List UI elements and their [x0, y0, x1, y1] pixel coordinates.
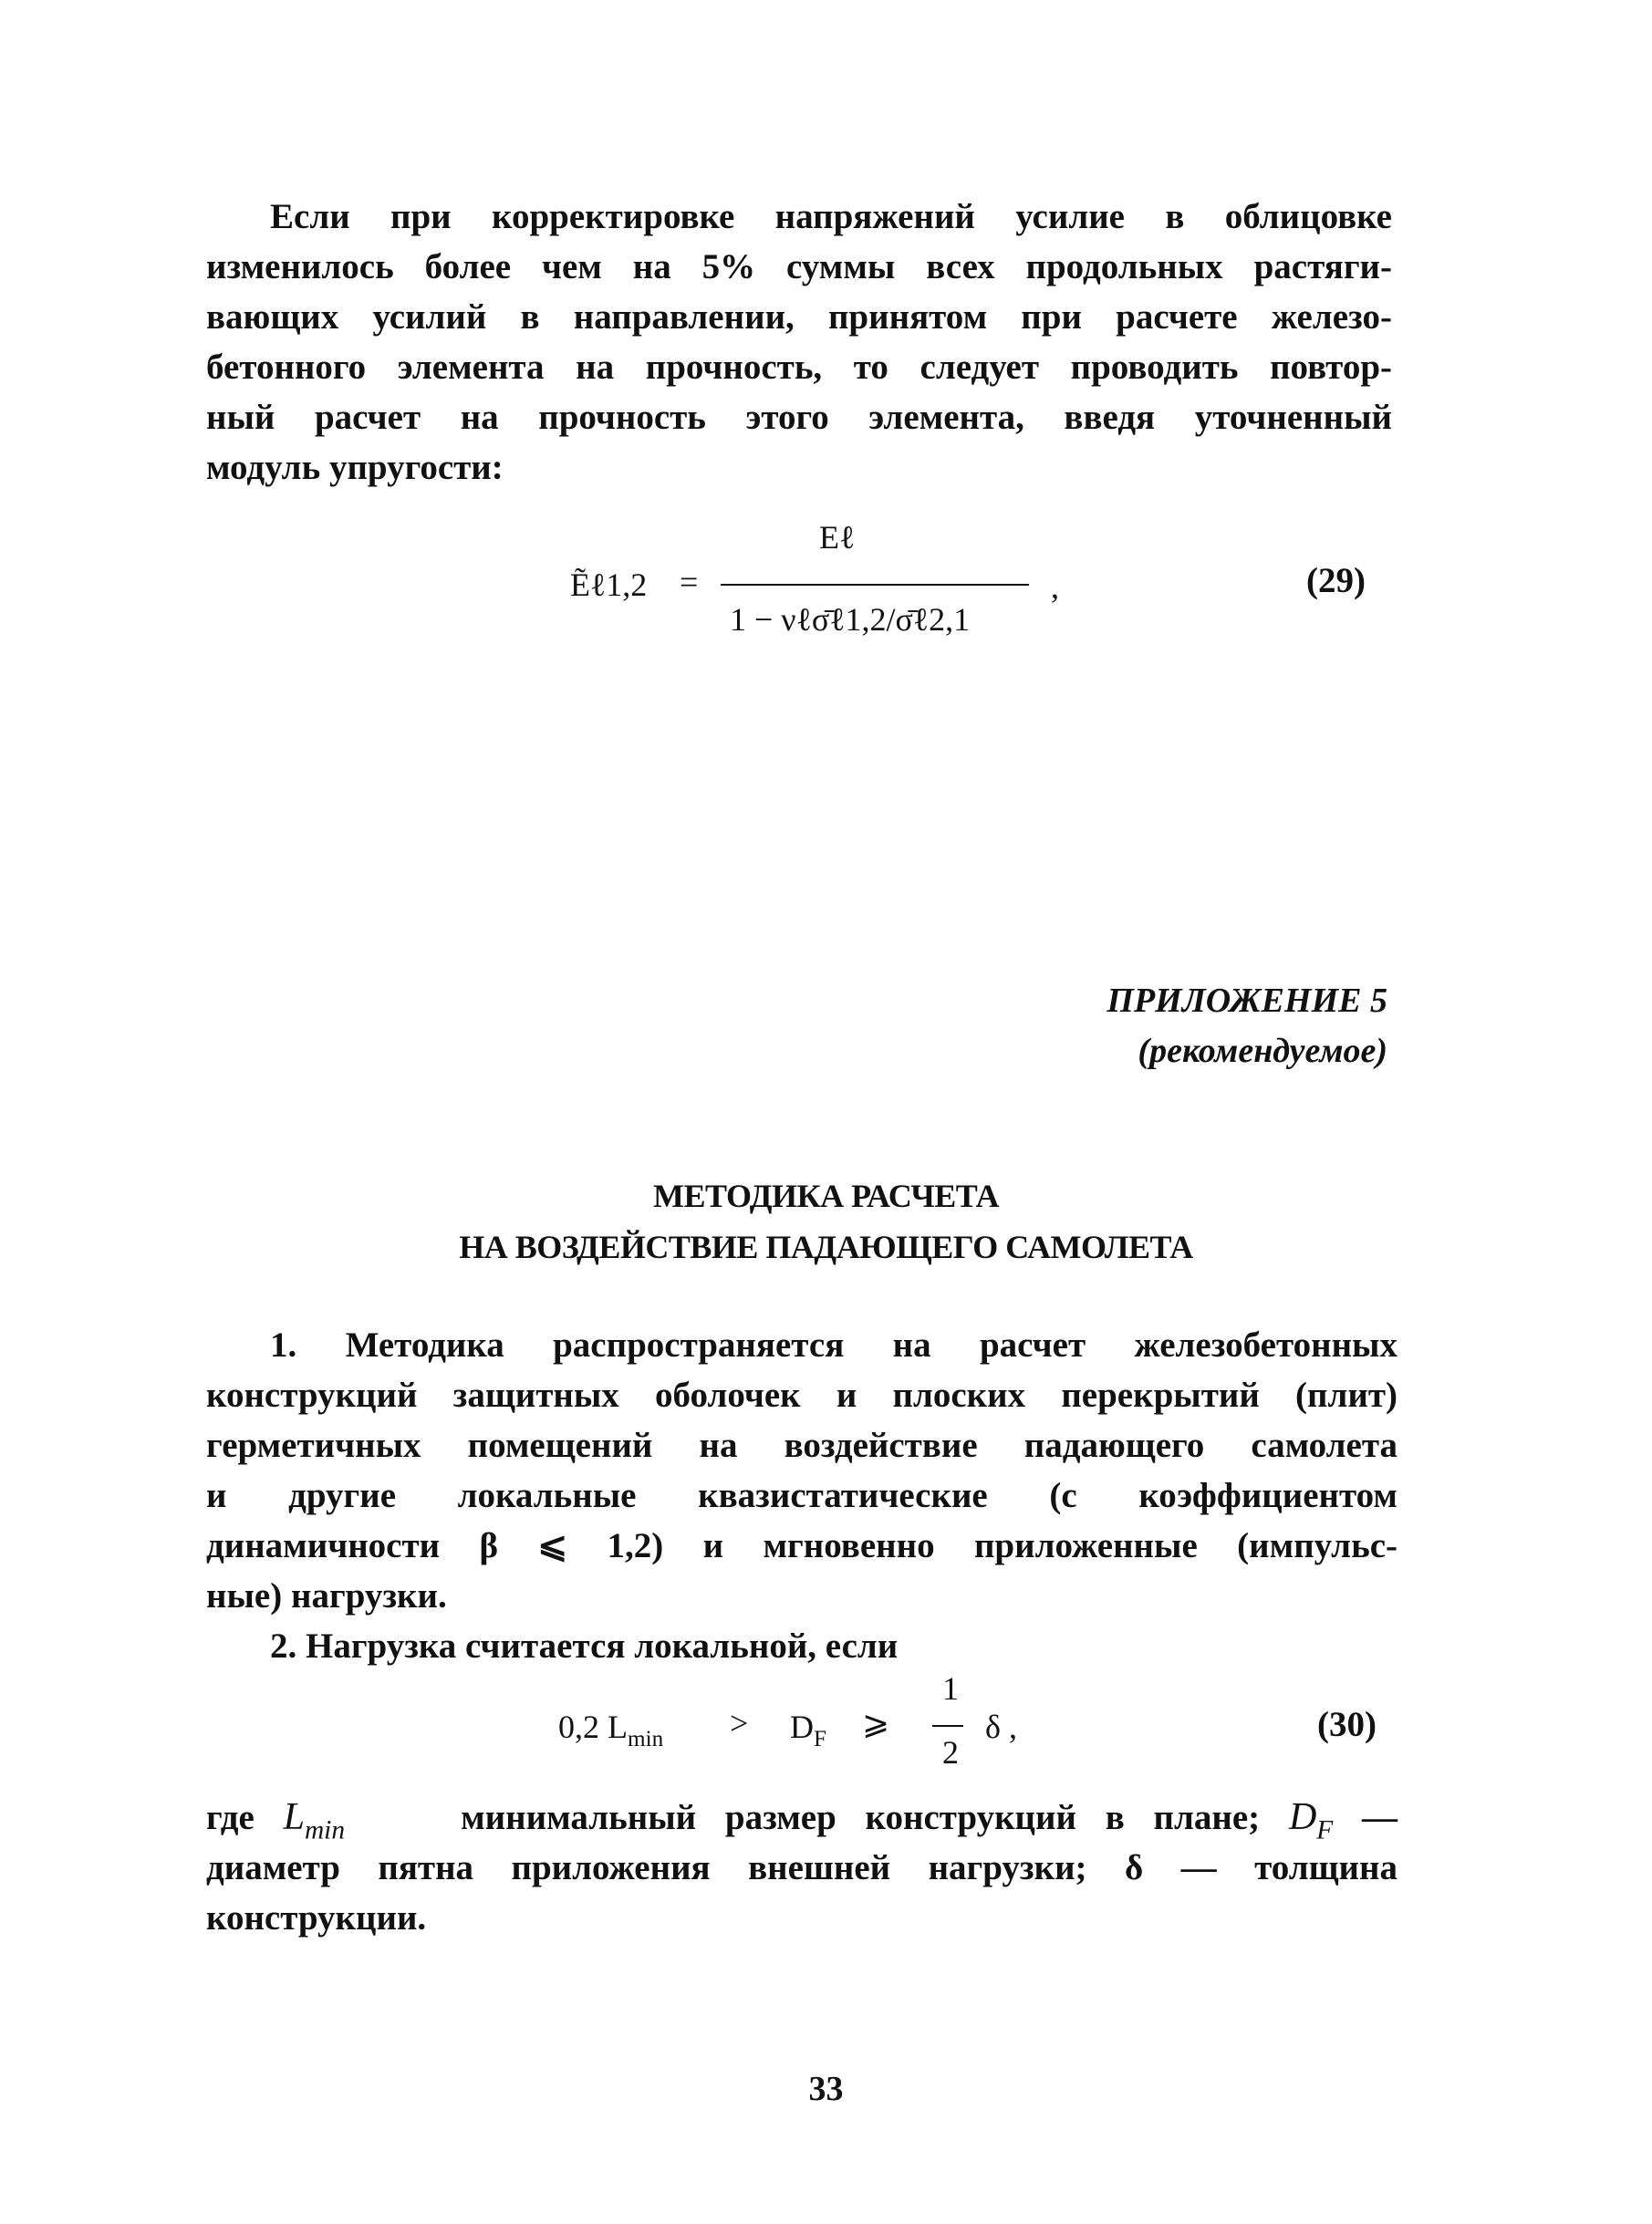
- where-paragraph: [206, 1793, 1397, 1943]
- item-1-line: и другие локальные квазистатические (с коэффициентом: [206, 1476, 1397, 1515]
- formula-29-lhs: Ẽℓ1,2: [570, 566, 648, 603]
- formula-30-df: $D_F$: [790, 1709, 827, 1751]
- where-line-1: где $L_{min}$ минимальный размер конструкций в плане; $D_F$ —: [206, 1796, 1398, 1845]
- appendix-subtitle: (рекомендуемое): [1138, 1032, 1387, 1070]
- formula-30-numerator: 1: [942, 1670, 959, 1707]
- item-1-paragraph: [206, 1320, 1397, 1621]
- formula-29-denominator: 1 − νℓσ̄ℓ1,2/σ̄ℓ2,1: [730, 601, 971, 638]
- page-number: 33: [808, 2070, 844, 2108]
- item-2-line: 2. Нагрузка считается локальной, если: [270, 1626, 899, 1666]
- section-heading: [0, 1170, 1652, 1273]
- intro-line: вающих усилий в направлении, принятом при расчете железо-: [206, 297, 1392, 337]
- where-line: диаметр пятна приложения внешней нагрузки; δ — толщина: [206, 1848, 1397, 1887]
- formula-29-fraction-bar: [721, 584, 1029, 586]
- formula-29-numerator: Eℓ: [819, 519, 856, 556]
- where-line: конструкции.: [206, 1898, 427, 1938]
- item-1-line: 1. Методика распространяется на расчет железобетонных: [270, 1325, 1397, 1365]
- appendix-title: ПРИЛОЖЕНИЕ 5: [1107, 982, 1387, 1020]
- formula-29-number: (29): [1306, 561, 1366, 600]
- formula-30-ge: ⩾: [862, 1705, 890, 1741]
- formula-29-comma: ,: [1051, 568, 1059, 605]
- formula-30-gt: >: [730, 1705, 749, 1741]
- intro-line: изменилось более чем на 5% суммы всех продольных растяги-: [206, 247, 1392, 286]
- formula-30-delta: δ ,: [985, 1709, 1017, 1745]
- appendix-label: [1107, 976, 1387, 1076]
- formula-30-lhs: 0,2 $L_{min}$: [558, 1709, 664, 1751]
- formula-30-denominator: 2: [942, 1734, 959, 1771]
- item-1-line: динамичности β ⩽ 1,2) и мгновенно приложенные (импульс-: [206, 1526, 1397, 1565]
- intro-line: бетонного элемента на прочность, то следует проводить повтор-: [206, 348, 1392, 387]
- intro-line: ный расчет на прочность этого элемента, введя уточненный: [206, 398, 1392, 437]
- intro-paragraph: [206, 192, 1392, 493]
- formula-30-fraction-bar: [932, 1725, 963, 1727]
- item-1-line: герметичных помещений на воздействие падающего самолета: [206, 1426, 1397, 1465]
- intro-line: модуль упругости:: [206, 448, 504, 487]
- formula-29-equals: =: [680, 564, 699, 600]
- formula-30-number: (30): [1317, 1705, 1377, 1744]
- item-1-line: ные) нагрузки.: [206, 1576, 447, 1616]
- item-2-paragraph: [206, 1621, 1397, 1671]
- heading-line-2: НА ВОЗДЕЙСТВИЕ ПАДАЮЩЕГО САМОЛЕТА: [459, 1229, 1193, 1265]
- intro-line: Если при корректировке напряжений усилие в облицовке: [270, 197, 1392, 236]
- heading-line-1: МЕТОДИКА РАСЧЕТА: [653, 1178, 999, 1214]
- item-1-line: конструкций защитных оболочек и плоских перекрытий (плит): [206, 1376, 1397, 1415]
